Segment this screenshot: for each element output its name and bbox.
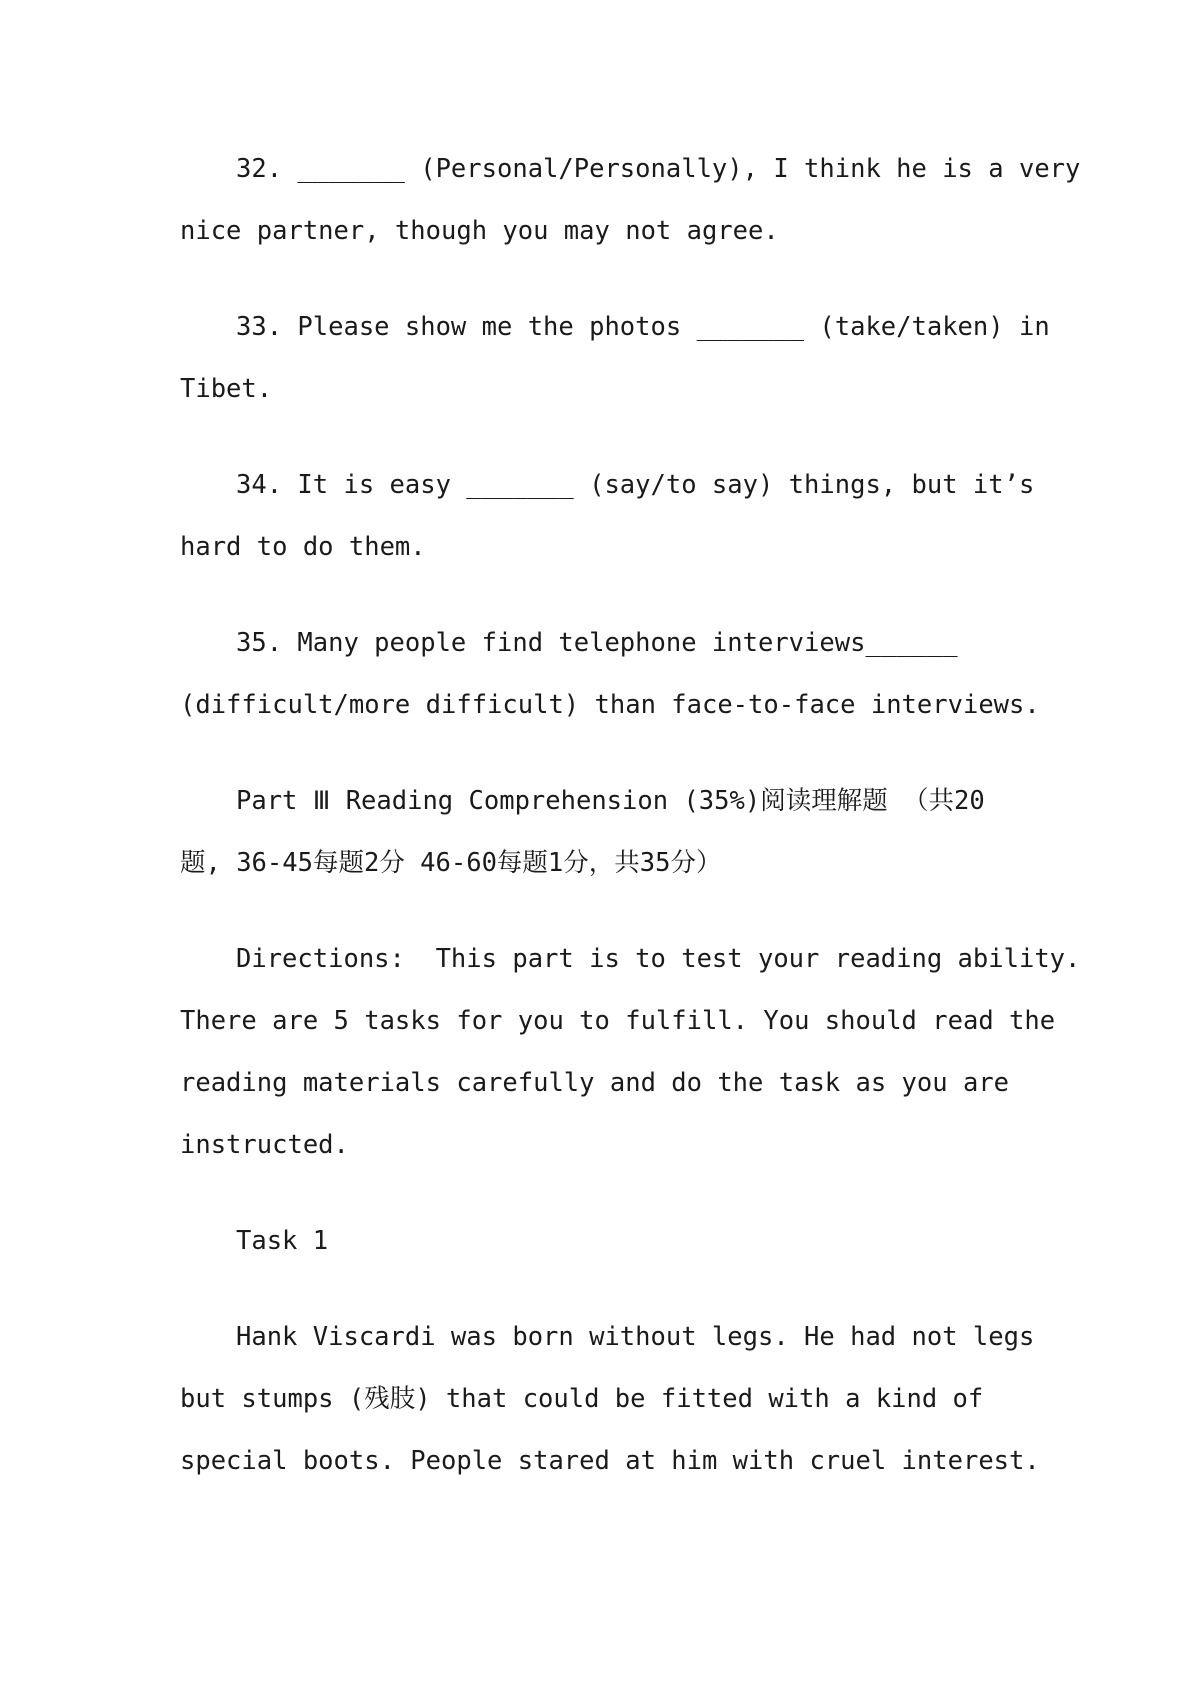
question-33 <box>180 296 1050 420</box>
question-32-line-2: nice partner, though you may not agree. <box>180 216 779 246</box>
question-34-line-2: hard to do them. <box>180 532 426 562</box>
question-32-line-1: 32. _______ (Personal/Personally), I think he is a very <box>236 154 1081 184</box>
question-35-line-2: (difficult/more difficult) than face-to-face interviews. <box>180 690 1040 720</box>
question-33-line-2: Tibet. <box>180 374 273 404</box>
question-34-line-1: 34. It is easy _______ (say/to say) things, but it’s <box>236 470 1035 500</box>
section-heading-part-3 <box>180 770 1020 894</box>
directions-line-1: Directions: This part is to test your reading ability. <box>236 944 1081 974</box>
task-heading-line: Task 1 <box>236 1226 329 1256</box>
document-page <box>180 138 1081 1526</box>
passage-line-2: but stumps (残肢) that could be fitted with a kind of <box>180 1384 984 1414</box>
directions-line-2: There are 5 tasks for you to fulfill. You should read the <box>180 1006 1056 1036</box>
passage-line-3: special boots. People stared at him with cruel interest. <box>180 1446 1040 1476</box>
question-34 <box>180 454 1035 578</box>
question-32 <box>180 138 1081 262</box>
section-heading-line-2: 题, 36-45每题2分 46-60每题1分，共35分） <box>180 848 722 878</box>
directions-line-4: instructed. <box>180 1130 349 1160</box>
question-35-line-1: 35. Many people find telephone interviews______ <box>236 628 958 658</box>
task-heading <box>180 1210 1020 1272</box>
question-33-line-1: 33. Please show me the photos _______ (take/taken) in <box>236 312 1050 342</box>
passage-line-1: Hank Viscardi was born without legs. He had not legs <box>236 1322 1035 1352</box>
directions-paragraph <box>180 928 1081 1176</box>
section-heading-line-1: Part Ⅲ Reading Comprehension (35%)阅读理解题 （共20 <box>236 786 985 816</box>
question-35 <box>180 612 1040 736</box>
directions-line-3: reading materials carefully and do the task as you are <box>180 1068 1010 1098</box>
reading-passage <box>180 1306 1040 1492</box>
